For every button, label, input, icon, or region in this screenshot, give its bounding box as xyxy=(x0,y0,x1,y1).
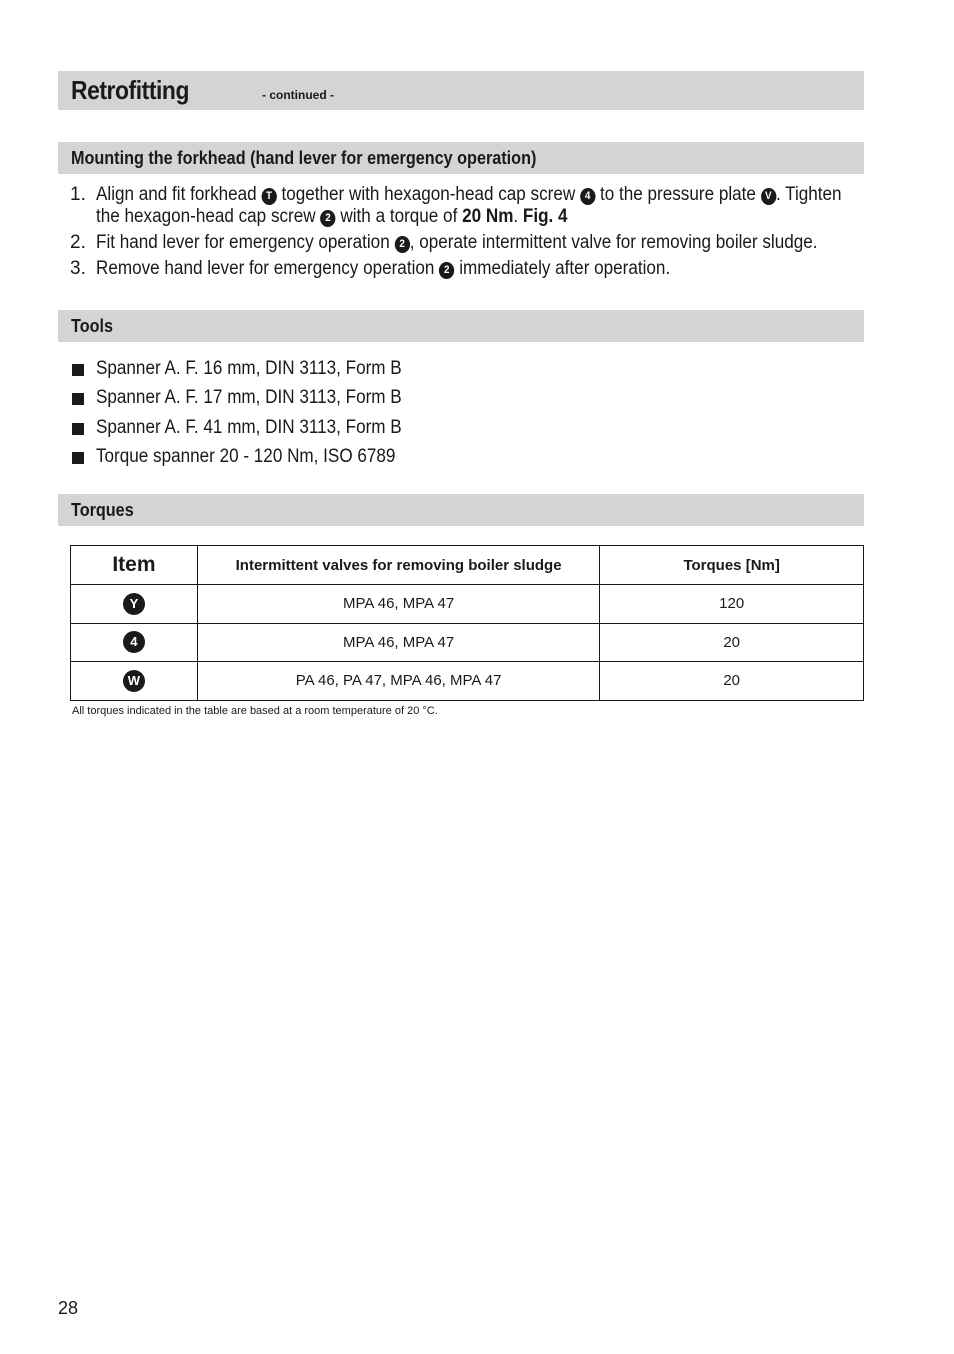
tool-item-text: Torque spanner 20 - 120 Nm, ISO 6789 xyxy=(96,445,396,467)
callout-badge: 2 xyxy=(439,262,454,279)
bullet-square-icon xyxy=(72,393,84,405)
callout-badge: 2 xyxy=(394,236,409,253)
valves-cell: MPA 46, MPA 47 xyxy=(197,585,599,624)
step-number: 3. xyxy=(70,258,86,279)
bullet-square-icon xyxy=(72,423,84,435)
step-text-part: Fit hand lever for emergency operation xyxy=(96,232,395,253)
step-text-part: to the pressure plate xyxy=(595,184,761,205)
mounting-step xyxy=(70,232,870,254)
step-text-part: Align and fit forkhead xyxy=(96,184,262,205)
section-heading-torques xyxy=(58,494,864,526)
item-badge: W xyxy=(123,670,145,692)
torque-cell: 120 xyxy=(600,585,864,624)
step-text-part: . xyxy=(513,206,523,227)
step-text-part: , operate intermittent valve for removing boiler sludge. xyxy=(409,232,818,253)
section-heading-mounting xyxy=(58,142,864,174)
table-row xyxy=(71,623,864,662)
tool-item xyxy=(70,415,436,444)
page-number: 28 xyxy=(58,1298,79,1318)
step-text-part: Remove hand lever for emergency operation xyxy=(96,258,440,279)
tool-item-text: Spanner A. F. 41 mm, DIN 3113, Form B xyxy=(96,416,402,438)
column-header-torques: Torques [Nm] xyxy=(600,546,864,585)
step-text-part: together with hexagon-head cap screw xyxy=(276,184,580,205)
torques-table xyxy=(70,545,864,701)
callout-badge: T xyxy=(261,188,276,205)
valves-cell: MPA 46, MPA 47 xyxy=(197,623,599,662)
mounting-step xyxy=(70,184,870,228)
section-heading-tools xyxy=(58,310,864,342)
valves-cell: PA 46, PA 47, MPA 46, MPA 47 xyxy=(197,662,599,701)
step-text xyxy=(96,232,859,254)
table-row xyxy=(71,662,864,701)
tool-item-text: Spanner A. F. 17 mm, DIN 3113, Form B xyxy=(96,387,402,409)
step-text xyxy=(96,258,859,280)
tool-item xyxy=(70,356,436,385)
table-row xyxy=(71,585,864,624)
callout-badge: V xyxy=(761,188,776,205)
item-badge: 4 xyxy=(123,631,145,653)
tool-item xyxy=(70,385,436,414)
step-number: 1. xyxy=(70,184,86,205)
item-cell xyxy=(71,662,198,701)
table-footnote: All torques indicated in the table are based at a room temperature of 20 °C. xyxy=(72,705,438,717)
tools-list xyxy=(70,356,436,473)
page-title: Retrofitting xyxy=(71,75,190,105)
section-heading-mounting-text: Mounting the forkhead (hand lever for emergency operation) xyxy=(71,148,537,168)
section-heading-torques-text: Torques xyxy=(71,500,134,520)
title-continued-label: - continued - xyxy=(262,88,334,102)
torque-cell: 20 xyxy=(600,623,864,662)
column-header-item: Item xyxy=(71,546,198,585)
item-badge: Y xyxy=(123,593,145,615)
figure-reference: Fig. 4 xyxy=(522,206,568,227)
torque-cell: 20 xyxy=(600,662,864,701)
bullet-square-icon xyxy=(72,364,84,376)
step-text-part: immediately after operation. xyxy=(454,258,671,279)
step-number: 2. xyxy=(70,232,86,253)
torque-value: 20 Nm xyxy=(462,206,514,227)
step-text-part: with a torque of xyxy=(335,206,463,227)
step-text xyxy=(96,184,859,228)
tool-item xyxy=(70,444,436,473)
column-header-valves: Intermittent valves for removing boiler sludge xyxy=(197,546,599,585)
mounting-step xyxy=(70,258,870,280)
section-heading-tools-text: Tools xyxy=(71,316,114,336)
table-header-row xyxy=(71,546,864,585)
callout-badge: 2 xyxy=(320,210,335,227)
tool-item-text: Spanner A. F. 16 mm, DIN 3113, Form B xyxy=(96,358,402,379)
mounting-steps-list xyxy=(70,184,870,284)
item-cell xyxy=(71,585,198,624)
callout-badge: 4 xyxy=(580,188,595,205)
item-cell xyxy=(71,623,198,662)
page-title-bar xyxy=(58,71,864,110)
step-text-part: . Tighten the hexagon-head cap screw xyxy=(96,184,842,227)
bullet-square-icon xyxy=(72,452,84,464)
